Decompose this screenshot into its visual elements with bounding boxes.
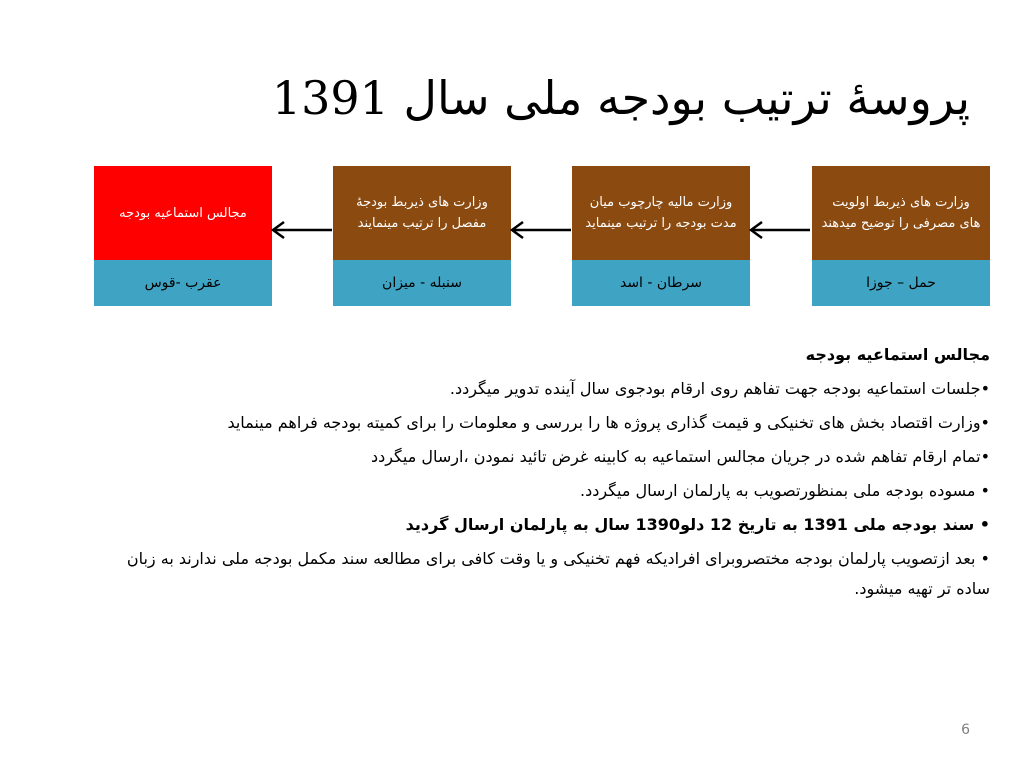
content-heading: مجالس استماعیه بودجه: [805, 345, 990, 364]
stage-2-period: سرطان - اسد: [572, 260, 750, 306]
bullet-item: • بعد ازتصویب پارلمان بودجه مختصروبرای افرادیکه فهم تخنیکی و یا وقت کافی برای مطالعه سند مکمل بودجه ملی ندارند به زبان ساده تر تهیه میشود.: [126, 549, 990, 598]
arrow-left-icon: [748, 220, 812, 240]
stage-4-period: عقرب -قوس: [94, 260, 272, 306]
page-number: 6: [961, 722, 970, 738]
stage-1-description: وزارت های ذیربط اولویت های مصرفی را توضیح میدهند: [812, 166, 990, 260]
stage-1-period: حمل – جوزا: [812, 260, 990, 306]
stage-3-description: وزارت های ذیربط بودجۀ مفصل را ترتیب مینمایند: [333, 166, 511, 260]
arrow-left-icon: [509, 220, 573, 240]
stage-3: [333, 166, 511, 306]
slide-title: پروسۀ ترتیب بودجه ملی سال 1391: [271, 71, 970, 125]
bullet-item: •وزارت اقتصاد بخش های تخنیکی و قیمت گذاری پروژه ها را بررسی و معلومات را برای کمیته بودجه فراهم مینماید: [227, 413, 990, 432]
bullet-item: • مسوده بودجه ملی بمنظورتصویب به پارلمان ارسال میگردد.: [580, 481, 990, 500]
bullet-item: •جلسات استماعیه بودجه جهت تفاهم روی ارقام بودجوی سال آینده تدویر میگردد.: [449, 379, 990, 398]
bullet-item: • سند بودجه ملی 1391 به تاریخ 12 دلو1390 سال به پارلمان ارسال گردید: [405, 515, 990, 534]
arrow-left-icon: [270, 220, 334, 240]
bullet-item: •تمام ارقام تفاهم شده در جریان مجالس استماعیه به کابینه غرض تائید نمودن ،ارسال میگردد: [370, 447, 990, 466]
stage-4-description: مجالس استماعیه بودجه: [94, 166, 272, 260]
stage-3-period: سنبله - میزان: [333, 260, 511, 306]
stage-4: [94, 166, 272, 306]
stage-2: [572, 166, 750, 306]
content-body: [100, 340, 990, 608]
bullet-list: [100, 374, 990, 604]
stage-2-description: وزارت مالیه چارچوب میان مدت بودجه را ترتیب مینماید: [572, 166, 750, 260]
stage-1: [812, 166, 990, 306]
